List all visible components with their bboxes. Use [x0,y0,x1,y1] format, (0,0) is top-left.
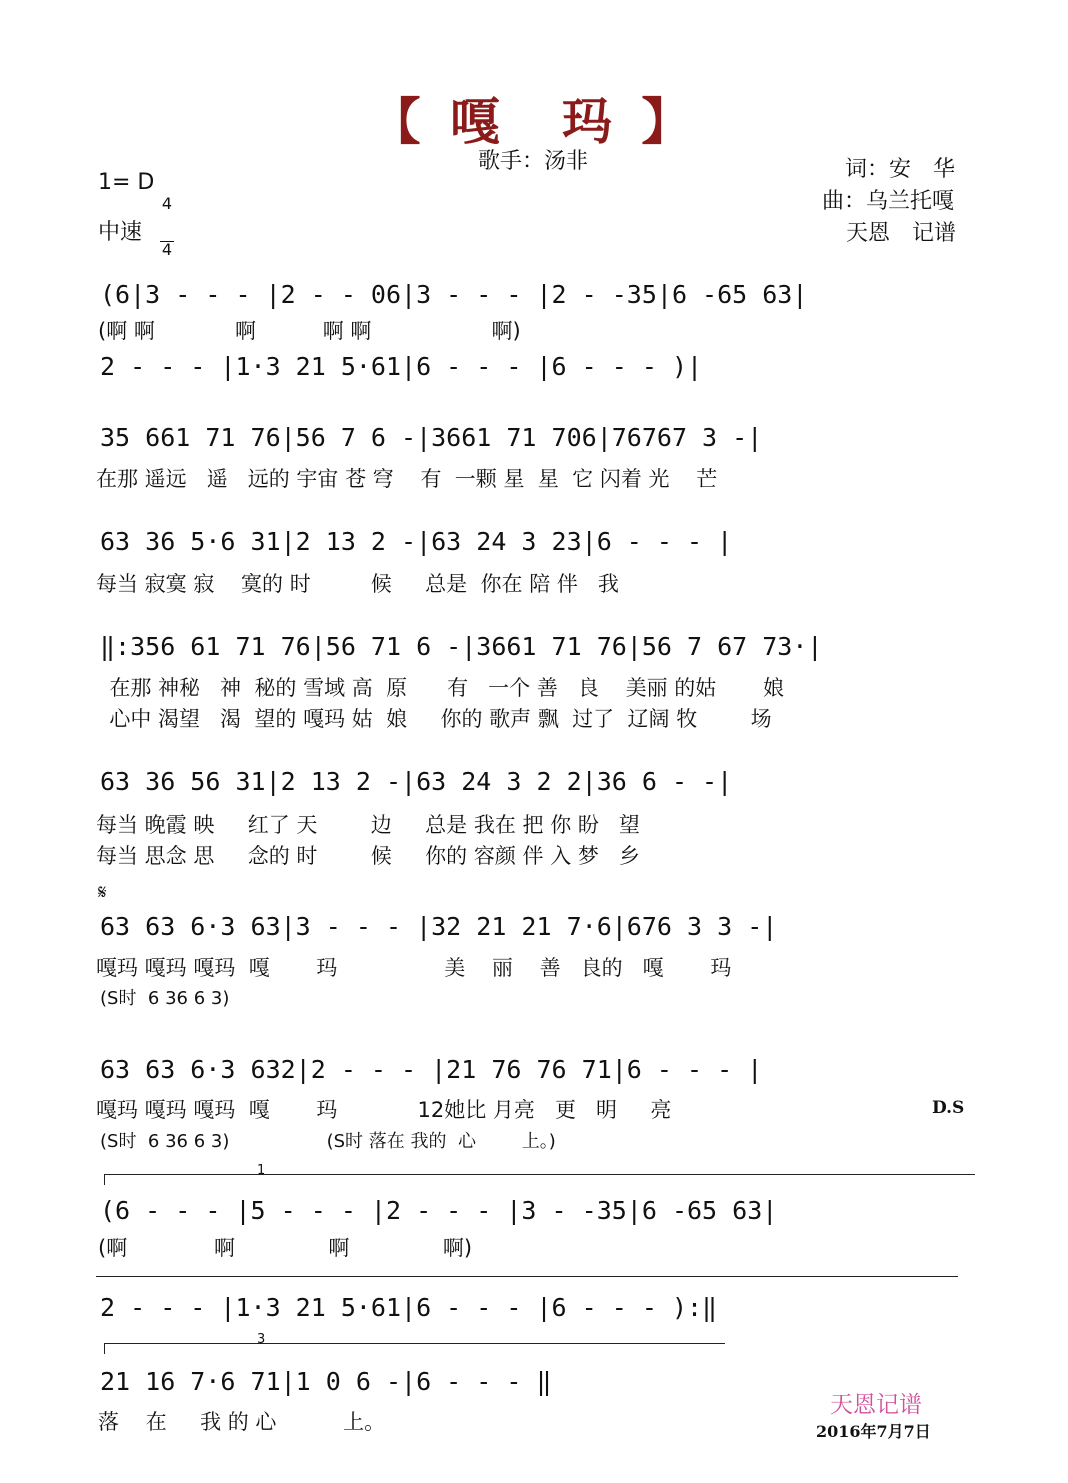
score-line-5: ‖:356 61 71 76|56 71 6 -|3661 71 76|56 7 67 73·| [100,632,823,661]
song-title: 【 嘎 玛 】 [370,92,698,151]
lyric-line-1: (啊 啊 啊 啊 啊 啊) [98,319,521,343]
score-line-4: 63 36 5·6 31|2 13 2 -|63 24 3 23|6 - - - | [100,527,733,556]
lyric-line-8b: (S时 6 36 6 3) (S时 落在 我的 心 上。) [100,1131,556,1152]
lyric-line-11: 落 在 我 的 心 上。 [98,1410,386,1434]
volta-3-number: 3 [257,1332,266,1347]
volta-bracket-1 [104,1163,975,1185]
score-line-10: 2 - - - |1·3 21 5·61|6 - - - |6 - - - ):‖ [100,1293,718,1322]
lyric-line-7a: 嘎玛 嘎玛 嘎玛 嘎 玛 美 丽 善 良的 嘎 玛 [96,956,732,980]
lyric-line-5a: 在那 神秘 神 秘的 雪域 高 原 有 一个 善 良 美丽 的姑 娘 [96,676,784,700]
segno-mark: 𝄋 [98,880,107,904]
composer-credit: 曲：乌兰托嘎 [822,189,955,214]
score-line-11: 21 16 7·6 71|1 0 6 -|6 - - - ‖ [100,1367,552,1396]
time-sig-top: 4 [161,194,173,213]
lyric-line-7b: (S时 6 36 6 3) [100,988,230,1009]
score-line-1: (6|3 - - - |2 - - 06|3 - - - |2 - -35|6 -65 63| [100,280,808,309]
score-line-6: 63 36 56 31|2 13 2 -|63 24 3 2 2|36 6 - -| [100,767,733,796]
transcriber-watermark: 天恩记谱 [830,1392,922,1418]
lyric-line-5b: 心中 渴望 渴 望的 嘎玛 姑 娘 你的 歌声 飘 过了 辽阔 牧 场 [96,707,772,731]
ds-mark: D.S [932,1098,965,1118]
lyric-line-8a: 嘎玛 嘎玛 嘎玛 嘎 玛 12她比 月亮 更 明 亮 [96,1098,672,1122]
score-line-3: 35 661 71 76|56 7 6 -|3661 71 706|76767 3 -| [100,423,763,452]
date-label: 2016年7月7日 [816,1422,931,1441]
lyric-line-4: 每当 寂寞 寂 寞的 时 候 总是 你在 陪 伴 我 [96,572,619,596]
volta-bracket-3 [104,1332,725,1354]
score-line-7: 63 63 6·3 63|3 - - - |32 21 21 7·6|676 3 3 -| [100,912,778,941]
lyric-line-6b: 每当 思念 思 念的 时 候 你的 容颜 伴 入 梦 乡 [96,844,640,868]
score-line-2: 2 - - - |1·3 21 5·61|6 - - - |6 - - - )| [100,352,703,381]
key-signature: 1= D [98,170,155,195]
lyric-line-6a: 每当 晚霞 映 红了 天 边 总是 我在 把 你 盼 望 [96,813,640,837]
volta-1-extension [96,1276,958,1277]
score-line-8: 63 63 6·3 632|2 - - - |21 76 76 71|6 - - - | [100,1055,763,1084]
tempo-marking: 中速 [98,220,143,245]
lyric-line-3: 在那 遥远 遥 远的 宇宙 苍 穹 有 一颗 星 星 它 闪着 光 芒 [96,467,718,491]
lyric-line-9: (啊 啊 啊 啊) [98,1236,473,1260]
lyricist-credit: 词：安 华 [845,157,956,182]
volta-1-number: 1 [257,1163,266,1178]
time-sig-bottom: 4 [161,240,173,259]
transcriber-credit: 天恩 记谱 [846,221,957,246]
singer-label: 歌手：汤非 [478,149,589,174]
time-signature [160,166,174,272]
score-line-9: (6 - - - |5 - - - |2 - - - |3 - -35|6 -65 63| [100,1196,778,1225]
